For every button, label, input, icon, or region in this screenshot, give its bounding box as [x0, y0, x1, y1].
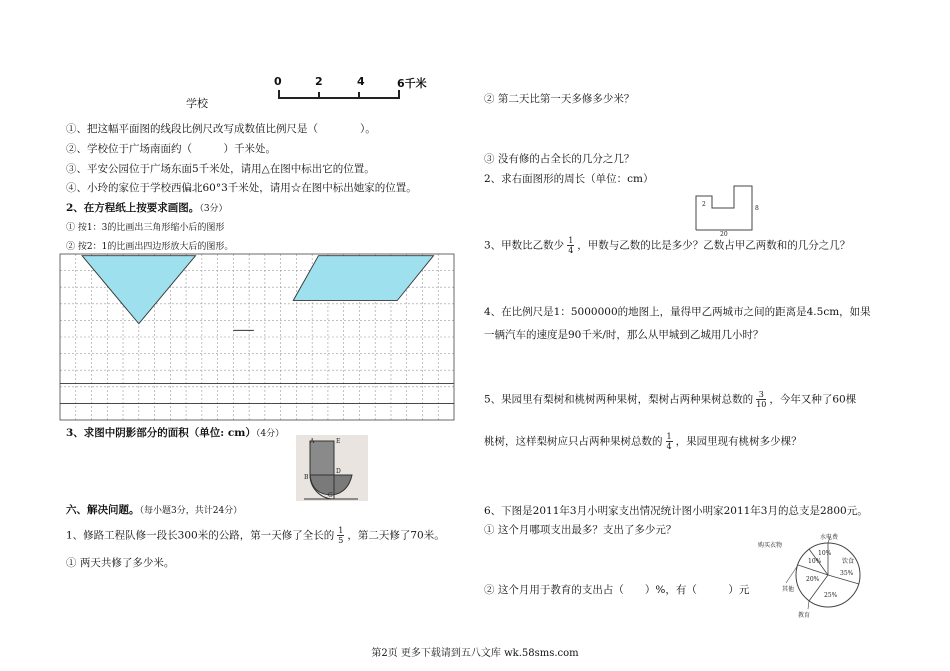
section-6-title: 六、解决问题。	[66, 504, 140, 516]
problem-1-sub1: ① 两天共修了多少米。	[66, 557, 175, 569]
school-label: 学校	[186, 97, 208, 110]
problem-6-sub1: ① 这个月哪项支出最多？支出了多少元？	[484, 524, 677, 536]
section-3-score: （4分）	[255, 429, 285, 439]
fraction-denominator: 4	[666, 442, 672, 451]
fraction-numerator: 1	[338, 526, 344, 535]
section-2-title: 2、在方程纸上按要求画图。	[66, 202, 200, 214]
svg-text:A: A	[310, 438, 315, 445]
perimeter-label-c: 20	[720, 231, 728, 238]
problem-4-line1: 4、在比例尺是1：5000000的地图上，量得甲乙两城市之间的距离是4.5cm，如果	[484, 306, 871, 318]
svg-text:B: B	[304, 474, 309, 481]
q3-text: ③、平安公园位于广场东面5千米处，请用△在图中标出它的位置。	[66, 163, 375, 175]
problem-5-before-1: 5、果园里有梨树和桃树两种果树，梨树占两种果树总数的	[484, 393, 754, 406]
shaded-area-figure	[296, 435, 368, 501]
scale-tick-0: 0	[274, 75, 282, 88]
pie-value-education: 25%	[824, 592, 838, 599]
pie-label-education: 教育	[798, 612, 811, 619]
expense-pie-chart	[758, 535, 874, 621]
perimeter-figure	[694, 184, 774, 236]
scale-bar-line	[278, 88, 408, 102]
section-3-heading	[66, 425, 284, 440]
section-2-item-a: ① 按1：3的比画出三角形缩小后的图形	[66, 223, 225, 233]
problem-1-sub2: ② 第二天比第一天多修多少米？	[484, 93, 635, 105]
perimeter-label-b: 8	[755, 205, 759, 212]
problem-3-before: 3、甲数比乙数少	[484, 239, 565, 252]
perimeter-label-a: 2	[702, 201, 706, 208]
pie-value-clothing: 10%	[808, 558, 822, 565]
triangle-shape	[82, 256, 195, 324]
q1-text: ①、把这幅平面图的线段比例尺改写成数值比例尺是（ ）。	[66, 123, 376, 135]
pie-value-food: 35%	[840, 570, 854, 577]
pie-label-food: 饮食	[842, 558, 855, 565]
problem-2-text: 2、求右面图形的周长（单位：cm）	[484, 173, 654, 185]
section-6-score: （每小题3分，共计24分）	[139, 506, 243, 516]
fraction-denominator: 10	[756, 400, 767, 409]
problem-5-fraction-1	[756, 390, 766, 409]
q2-text: ②、学校位于广场南面约（ ）千米处。	[66, 143, 276, 155]
problem-5-line1	[484, 390, 856, 409]
fraction-denominator: 4	[568, 246, 574, 255]
section-2-item-b: ② 按2：1的比画出四边形放大后的图形。	[66, 242, 234, 252]
problem-6-line1: 6、下图是2011年3月小明家支出情况统计图小明家2011年3月的总支是2800元。	[484, 505, 868, 517]
section-2-heading	[66, 200, 228, 215]
section-6-heading	[66, 502, 242, 517]
svg-text:C: C	[328, 492, 333, 499]
scale-tick-2: 2	[315, 75, 323, 88]
pie-value-other: 20%	[806, 576, 820, 583]
problem-5-after-2: ，果园里现有桃树多少棵？	[675, 435, 802, 448]
problem-3-text	[484, 236, 850, 255]
page-footer: 第2页 更多下载请到五八文库 wk.58sms.com	[371, 648, 579, 659]
problem-3-fraction	[567, 236, 574, 255]
problem-5-line2	[484, 432, 802, 451]
q4-text: ④、小玲的家位于学校西偏北60°3千米处，请用☆在图中标出她家的位置。	[66, 182, 417, 194]
scale-tick-4: 4	[357, 75, 365, 88]
problem-5-before-2: 桃树，这样梨树应只占两种果树总数的	[484, 435, 663, 448]
pie-value-utilities: 10%	[818, 550, 832, 557]
svg-text:E: E	[336, 438, 341, 445]
grid-paper	[60, 254, 460, 422]
pie-label-other: 其他	[782, 586, 795, 593]
problem-5-after-1: ，今年又种了60棵	[769, 393, 857, 406]
fraction-numerator: 1	[666, 432, 672, 441]
fraction-denominator: 5	[338, 536, 344, 545]
fraction-numerator: 1	[568, 236, 574, 245]
pie-label-utilities: 水电费	[820, 534, 839, 541]
problem-6-sub2: ② 这个月用于教育的支出占（ ）%，有（ ）元	[484, 584, 750, 596]
fraction-numerator: 3	[756, 390, 766, 400]
problem-1-text	[66, 526, 445, 545]
problem-1-after: ，第二天修了70米。	[347, 529, 445, 542]
scale-tick-6: 6千米	[397, 77, 427, 90]
problem-3-after: ，甲数与乙数的比是多少？乙数占甲乙两数和的几分之几？	[577, 239, 851, 252]
section-3-title: 3、求图中阴影部分的面积（单位: cm）	[66, 427, 256, 439]
problem-1-fraction	[337, 526, 344, 545]
problem-1-before: 1、修路工程队修一段长300米的公路，第一天修了全长的	[66, 529, 335, 542]
pie-label-clothing: 购买衣物	[758, 542, 783, 549]
problem-1-sub3: ③ 没有修的占全长的几分之几？	[484, 153, 635, 165]
svg-text:D: D	[336, 468, 341, 475]
problem-4-line2: 一辆汽车的速度是90千米/时，那么从甲城到乙城用几小时？	[484, 329, 764, 341]
section-2-score: （3分）	[199, 204, 228, 214]
parallelogram-shape	[293, 256, 433, 301]
problem-5-fraction-2	[666, 432, 673, 451]
